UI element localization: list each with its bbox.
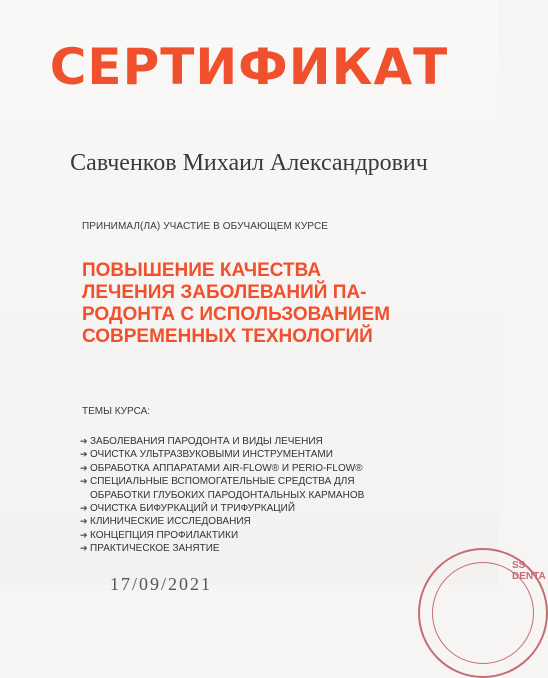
stamp-text: SS DENTA — [512, 560, 546, 582]
topic-item: ➔ КОНЦЕПЦИЯ ПРОФИЛАКТИКИ — [80, 529, 239, 541]
arrow-icon: ➔ — [80, 476, 88, 487]
topic-item: ➔ ОЧИСТКА БИФУРКАЦИЙ И ТРИФУРКАЦИЙ — [80, 503, 296, 515]
arrow-icon: ➔ — [80, 543, 88, 554]
arrow-icon: ➔ — [80, 449, 88, 460]
certificate-title: СЕРТИФИКАТ — [49, 38, 449, 96]
arrow-icon: ➔ — [80, 462, 88, 473]
course-title — [82, 260, 432, 348]
issue-date: 17/09/2021 — [110, 574, 213, 594]
course-title-line: РОДОНТА С ИСПОЛЬЗОВАНИЕМ — [82, 304, 391, 325]
topics-heading: ТЕМЫ КУРСА: — [82, 406, 151, 417]
participation-statement: ПРИНИМАЛ(ЛА) УЧАСТИЕ В ОБУЧАЮЩЕМ КУРСЕ — [82, 221, 329, 232]
topic-item: ➔ ОБРАБОТКА АППАРАТАМИ AIR-FLOW® И PERIO-FLOW® — [80, 462, 363, 474]
topic-item: ➔ ПРАКТИЧЕСКОЕ ЗАНЯТИЕ — [80, 543, 220, 555]
arrow-icon: ➔ — [80, 503, 88, 514]
course-title-line: ПОВЫШЕНИЕ КАЧЕСТВА — [82, 260, 322, 281]
topic-item: ➔ КЛИНИЧЕСКИЕ ИССЛЕДОВАНИЯ — [80, 516, 251, 528]
topic-item: ➔ ОЧИСТКА УЛЬТРАЗВУКОВЫМИ ИНСТРУМЕНТАМИ — [80, 449, 333, 461]
topic-item: ➔ ЗАБОЛЕВАНИЯ ПАРОДОНТА И ВИДЫ ЛЕЧЕНИЯ — [80, 436, 323, 447]
course-title-line: ЛЕЧЕНИЯ ЗАБОЛЕВАНИЙ ПА- — [82, 282, 367, 303]
arrow-icon: ➔ — [80, 516, 88, 527]
course-title-line: СОВРЕМЕННЫХ ТЕХНОЛОГИЙ — [82, 326, 373, 347]
arrow-icon: ➔ — [80, 529, 88, 540]
arrow-icon: ➔ — [80, 436, 88, 446]
topic-item: ➔ СПЕЦИАЛЬНЫЕ ВСПОМОГАТЕЛЬНЫЕ СРЕДСТВА ДЛЯ — [80, 476, 355, 488]
recipient-name: Савченков Михаил Александрович — [70, 150, 428, 176]
topic-item-continuation: ОБРАБОТКИ ГЛУБОКИХ ПАРОДОНТАЛЬНЫХ КАРМАНОВ — [90, 489, 365, 501]
topics-list — [80, 435, 364, 556]
